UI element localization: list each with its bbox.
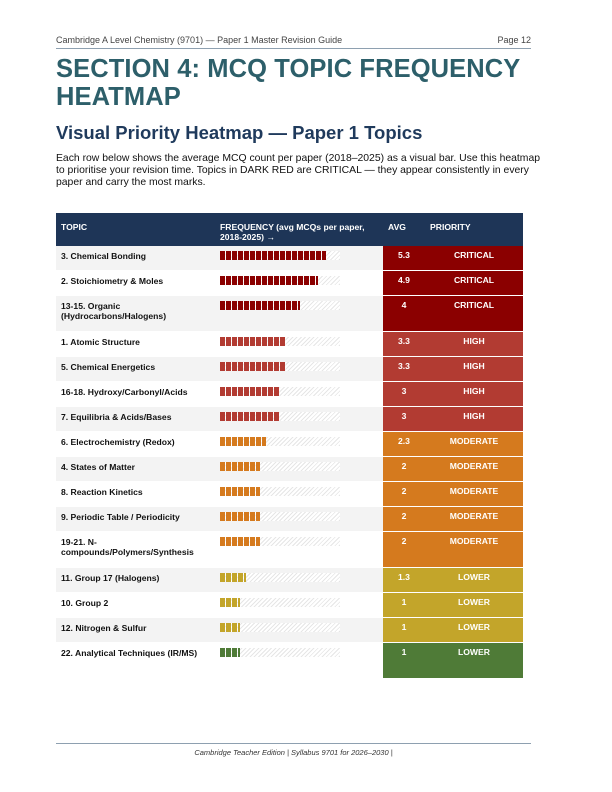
frequency-bar-track [220, 362, 340, 371]
table-row [56, 618, 523, 643]
page-footer: Cambridge Teacher Edition | Syllabus 9701 for 2026–2030 | [194, 748, 393, 757]
frequency-bar-track [220, 251, 340, 260]
topic-cell: 3. Chemical Bonding [56, 246, 215, 271]
topic-cell: 16-18. Hydroxy/Carbonyl/Acids [56, 382, 215, 407]
column-header-avg: AVG [383, 213, 425, 246]
avg-cell: 2 [383, 532, 425, 568]
topic-cell: 11. Group 17 (Halogens) [56, 568, 215, 593]
priority-badge: MODERATE [425, 432, 523, 457]
topic-cell: 9. Periodic Table / Periodicity [56, 507, 215, 532]
frequency-bar-track [220, 648, 340, 657]
frequency-bar-track [220, 512, 340, 521]
frequency-cell [215, 382, 383, 407]
table-row [56, 593, 523, 618]
avg-cell: 4 [383, 296, 425, 332]
topic-cell: 19-21. N-compounds/Polymers/Synthesis [56, 532, 215, 568]
priority-badge: MODERATE [425, 532, 523, 568]
frequency-bar-track [220, 623, 340, 632]
topic-cell: 13-15. Organic (Hydrocarbons/Halogens) [56, 296, 215, 332]
frequency-bar [220, 573, 246, 582]
frequency-cell [215, 296, 383, 332]
topic-cell: 10. Group 2 [56, 593, 215, 618]
table-row [56, 271, 523, 296]
topic-cell: 6. Electrochemistry (Redox) [56, 432, 215, 457]
frequency-bar [220, 276, 318, 285]
avg-cell: 3.3 [383, 332, 425, 357]
frequency-cell [215, 246, 383, 271]
frequency-bar-track [220, 387, 340, 396]
header-divider [56, 48, 531, 49]
priority-badge: LOWER [425, 618, 523, 643]
frequency-bar-track [220, 598, 340, 607]
frequency-bar [220, 301, 300, 310]
frequency-bar-track [220, 537, 340, 546]
frequency-cell [215, 332, 383, 357]
table-row [56, 568, 523, 593]
priority-badge: CRITICAL [425, 296, 523, 332]
avg-cell: 3 [383, 382, 425, 407]
priority-badge: HIGH [425, 332, 523, 357]
topic-cell: 22. Analytical Techniques (IR/MS) [56, 643, 215, 679]
column-header-priority: PRIORITY [425, 213, 523, 246]
intro-paragraph: Each row below shows the average MCQ count per paper (2018–2025) as a visual bar. Use this heatmap to prioritise your revision time. Topics in DARK RED are CRITICAL — they appear consistently in every paper and carry the most marks. [56, 153, 541, 188]
topic-cell: 5. Chemical Energetics [56, 357, 215, 382]
frequency-cell [215, 357, 383, 382]
frequency-bar [220, 251, 326, 260]
table-row [56, 382, 523, 407]
avg-cell: 1 [383, 618, 425, 643]
priority-badge: LOWER [425, 593, 523, 618]
frequency-cell [215, 457, 383, 482]
table-row [56, 482, 523, 507]
table-header-row [56, 213, 523, 246]
frequency-bar-track [220, 437, 340, 446]
section-title: SECTION 4: MCQ TOPIC FREQUENCY HEATMAP [56, 55, 520, 111]
table-row [56, 432, 523, 457]
running-header [56, 35, 531, 45]
frequency-cell [215, 618, 383, 643]
avg-cell: 2 [383, 457, 425, 482]
topic-cell: 8. Reaction Kinetics [56, 482, 215, 507]
frequency-bar [220, 648, 240, 657]
frequency-bar-track [220, 337, 340, 346]
priority-badge: HIGH [425, 357, 523, 382]
avg-cell: 2.3 [383, 432, 425, 457]
frequency-bar-track [220, 573, 340, 582]
avg-cell: 3 [383, 407, 425, 432]
avg-cell: 3.3 [383, 357, 425, 382]
topic-cell: 2. Stoichiometry & Moles [56, 271, 215, 296]
topic-cell: 1. Atomic Structure [56, 332, 215, 357]
avg-cell: 2 [383, 482, 425, 507]
table-row [56, 407, 523, 432]
frequency-bar-track [220, 301, 340, 310]
header-title: Cambridge A Level Chemistry (9701) — Paper 1 Master Revision Guide [56, 35, 343, 45]
table-body [56, 246, 523, 679]
avg-cell: 1 [383, 593, 425, 618]
topic-cell: 12. Nitrogen & Sulfur [56, 618, 215, 643]
topic-cell: 7. Equilibria & Acids/Bases [56, 407, 215, 432]
heatmap-table [56, 213, 523, 679]
frequency-cell [215, 568, 383, 593]
frequency-bar-track [220, 276, 340, 285]
frequency-cell [215, 482, 383, 507]
priority-badge: HIGH [425, 382, 523, 407]
avg-cell: 2 [383, 507, 425, 532]
frequency-cell [215, 507, 383, 532]
frequency-bar [220, 437, 266, 446]
column-header-frequency: FREQUENCY (avg MCQs per paper, 2018-2025) → [215, 213, 383, 246]
frequency-bar [220, 462, 260, 471]
priority-badge: MODERATE [425, 457, 523, 482]
frequency-bar-track [220, 487, 340, 496]
heatmap-subtitle: Visual Priority Heatmap — Paper 1 Topics [56, 122, 423, 143]
table-row [56, 457, 523, 482]
frequency-bar [220, 337, 286, 346]
frequency-bar [220, 362, 286, 371]
frequency-bar-track [220, 462, 340, 471]
avg-cell: 1 [383, 643, 425, 679]
table-row [56, 357, 523, 382]
table-row [56, 507, 523, 532]
table-row [56, 296, 523, 332]
avg-cell: 5.3 [383, 246, 425, 271]
priority-badge: CRITICAL [425, 271, 523, 296]
frequency-cell [215, 407, 383, 432]
table-row [56, 332, 523, 357]
priority-badge: CRITICAL [425, 246, 523, 271]
frequency-bar [220, 487, 260, 496]
priority-badge: MODERATE [425, 507, 523, 532]
table-row [56, 532, 523, 568]
table-row [56, 643, 523, 679]
frequency-bar [220, 387, 280, 396]
priority-badge: MODERATE [425, 482, 523, 507]
frequency-cell [215, 432, 383, 457]
frequency-bar [220, 512, 260, 521]
frequency-bar [220, 537, 260, 546]
priority-badge: LOWER [425, 643, 523, 679]
footer-divider [56, 743, 531, 744]
priority-badge: HIGH [425, 407, 523, 432]
frequency-cell [215, 593, 383, 618]
frequency-bar-track [220, 412, 340, 421]
column-header-topic: TOPIC [56, 213, 215, 246]
frequency-bar [220, 412, 280, 421]
frequency-cell [215, 271, 383, 296]
frequency-bar [220, 623, 240, 632]
page-number: Page 12 [497, 35, 531, 45]
topic-cell: 4. States of Matter [56, 457, 215, 482]
table-row [56, 246, 523, 271]
avg-cell: 4.9 [383, 271, 425, 296]
frequency-cell [215, 643, 383, 679]
frequency-bar [220, 598, 240, 607]
frequency-cell [215, 532, 383, 568]
priority-badge: LOWER [425, 568, 523, 593]
avg-cell: 1.3 [383, 568, 425, 593]
